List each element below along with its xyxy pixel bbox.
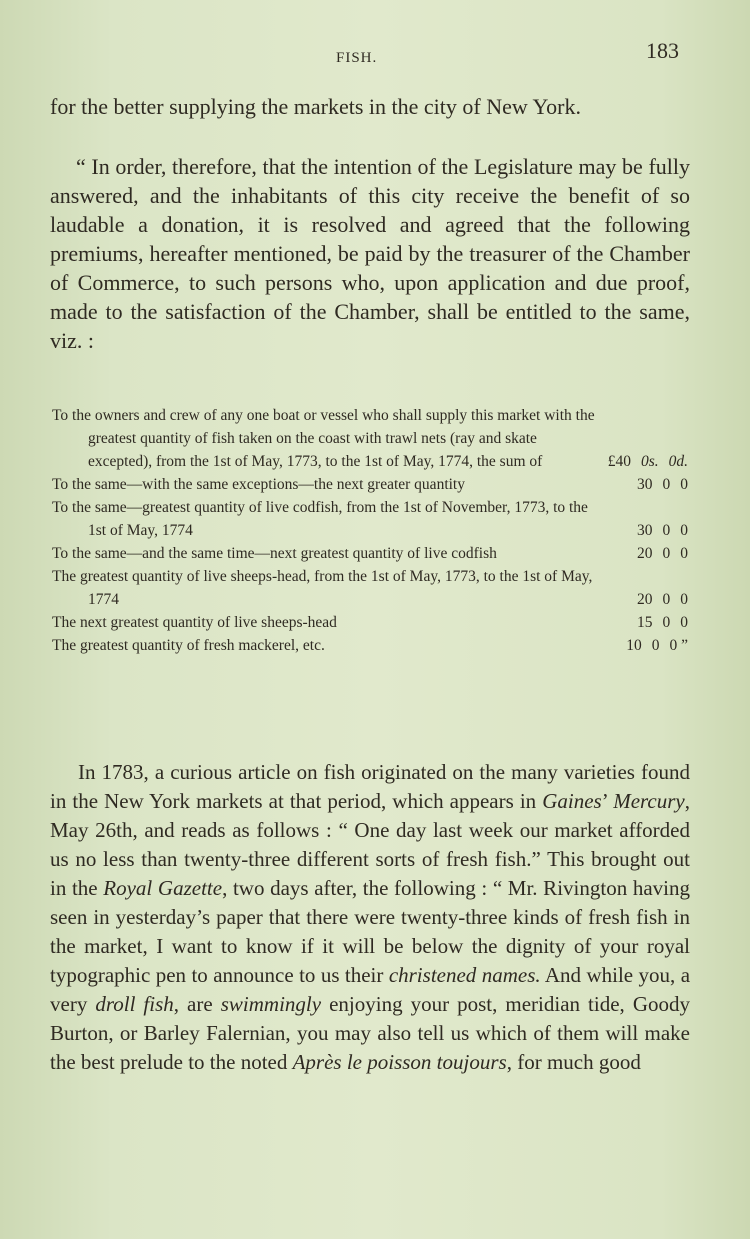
premium-amount — [602, 450, 688, 473]
page-header — [0, 36, 750, 68]
premium-amount — [602, 519, 688, 542]
text-run: And while you, a very — [50, 963, 691, 1016]
amount-shillings: 0 — [662, 614, 671, 631]
italic-swimmingly: swimmingly — [220, 992, 322, 1016]
amount-pence: 0 ” — [669, 637, 688, 654]
paragraph-resolution: “ In order, therefore, that the intention of the Legislature may be fully answered, and the inhabitants of this city receive the benefit of so laudable a donation, it is resolved and agreed that the following premiums, hereafter mentioned, be paid by the treasurer of the Chamber of Commerce, to such persons who, upon application and due proof, made to the satisfaction of the Chamber, shall be entitled to the same, viz. : — [50, 154, 690, 353]
italic-royal-gazette: Royal Gazette — [103, 876, 223, 900]
premium-description: The next greatest quantity of live sheeps-head — [52, 614, 337, 631]
paragraph-continuation: for the better supplying the markets in the city of New York. — [50, 94, 581, 119]
premium-description: The greatest quantity of live sheeps-head, from the 1st of May, 1773, to the 1st of May, 1774 — [52, 568, 593, 608]
amount-shillings: 0 — [651, 637, 660, 654]
italic-apres-le-poisson: Après le poisson toujours — [292, 1050, 507, 1074]
premium-amount — [602, 473, 688, 496]
amount-pence: 0 — [680, 522, 688, 539]
premium-description: To the owners and crew of any one boat or vessel who shall supply this market with the greatest quantity of fish taken on the coast with trawl nets (ray and skate excepted), from the 1st of May, 1773, to the 1st of May, 1774, the sum of — [52, 407, 595, 470]
premium-item — [52, 404, 688, 473]
amount-pounds: 30 — [637, 522, 653, 539]
amount-shillings: 0s. — [640, 453, 659, 470]
running-head: FISH. — [336, 50, 378, 66]
text-run: , are — [173, 992, 221, 1016]
amount-pence: 0 — [680, 591, 688, 608]
amount-pence: 0 — [680, 545, 688, 562]
premium-amount — [602, 588, 688, 611]
premium-item — [52, 565, 688, 611]
paragraph-1783-article — [50, 758, 690, 1077]
amount-pounds: 20 — [637, 545, 653, 562]
premium-item — [52, 496, 688, 542]
text-run: , two days after, the following : “ Mr. Rivington having seen in yesterday’s paper that there were twenty-three kinds of fresh fish in the market, I want to know if it will be below the dignity of your royal typographic pen to announce to us their — [50, 876, 690, 987]
amount-shillings: 0 — [662, 476, 671, 493]
premium-item — [52, 542, 688, 565]
premium-item — [52, 634, 688, 657]
amount-shillings: 0 — [662, 545, 671, 562]
amount-pounds: £40 — [607, 453, 631, 470]
amount-shillings: 0 — [662, 522, 671, 539]
premium-description: The greatest quantity of fresh mackerel, etc. — [52, 637, 325, 654]
page-number: 183 — [646, 38, 679, 63]
premium-description: To the same—with the same exceptions—the next greater quantity — [52, 476, 465, 493]
text-run: In 1783, a curious article on fish originated on the many varieties found in the New York markets at that period, which appears in — [50, 760, 690, 813]
italic-christened-names: christened names. — [388, 963, 541, 987]
premium-amount — [602, 611, 688, 634]
amount-pence: 0d. — [668, 453, 688, 470]
text-run: enjoying your post, meridian tide, Goody Burton, or Barley Falernian, you may also tell us which of them will make the best prelude to the noted — [50, 992, 690, 1074]
premium-list — [52, 404, 688, 657]
amount-pence: 0 — [680, 614, 688, 631]
premium-description: To the same—greatest quantity of live codfish, from the 1st of November, 1773, to the 1st of May, 1774 — [52, 499, 588, 539]
amount-pounds: 15 — [637, 614, 653, 631]
italic-gaines: Gaines — [542, 789, 602, 813]
premium-item — [52, 611, 688, 634]
italic-droll-fish: droll fish — [95, 992, 174, 1016]
amount-pounds: 30 — [637, 476, 653, 493]
amount-pounds: 20 — [637, 591, 653, 608]
text-run: , May 26th, and reads as follows : “ One day last week our market afforded us no less than twenty-three different sorts of fresh fish.” This brought out in the — [50, 789, 690, 900]
premium-description: To the same—and the same time—next greatest quantity of live codfish — [52, 545, 497, 562]
italic-mercury: Mercury — [613, 789, 685, 813]
text-run: , for much good — [506, 1050, 641, 1074]
premium-amount — [602, 634, 688, 657]
amount-shillings: 0 — [662, 591, 671, 608]
premium-item — [52, 473, 688, 496]
premium-amount — [602, 542, 688, 565]
amount-pounds: 10 — [626, 637, 642, 654]
text-run: ’ — [601, 789, 614, 813]
amount-pence: 0 — [680, 476, 688, 493]
